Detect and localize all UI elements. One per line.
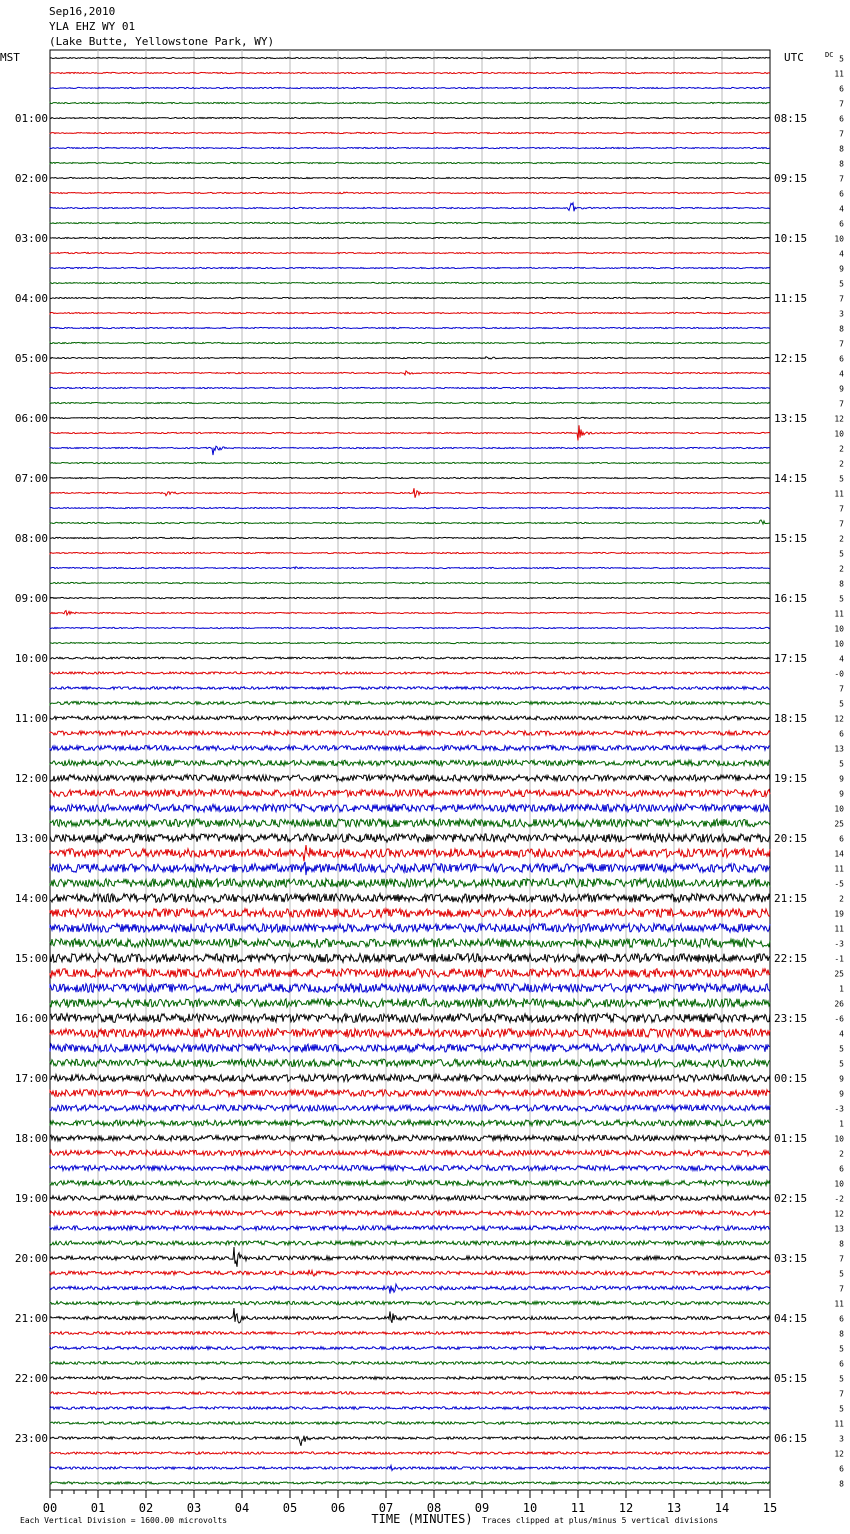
dc-offset-label: 6 [839,1314,844,1324]
dc-offset-label: 5 [839,1344,844,1354]
dc-offset-label: 7 [839,1254,844,1264]
plot-area-frame [50,50,770,1490]
dc-offset-label: 12 [834,414,844,424]
dc-offset-label: 12 [834,714,844,724]
x-tick-label: 10 [522,1501,538,1515]
chart-date: Sep16,2010 [49,5,116,18]
dc-offset-label: 8 [839,1479,844,1489]
chart-location: (Lake Butte, Yellowstone Park, WY) [49,35,275,48]
utc-hour-label: 06:15 [774,1432,808,1445]
x-tick-label: 01 [90,1501,106,1515]
dc-offset-label: 9 [839,789,844,799]
dc-offset-label: 2 [839,534,844,544]
mst-hour-label: 10:00 [14,652,48,665]
dc-offset-label: 12 [834,1209,844,1219]
utc-hour-label: 12:15 [774,352,808,365]
dc-offset-label: 5 [839,1404,844,1414]
dc-offset-label: 11 [834,69,844,79]
dc-offset-label: 1 [839,984,844,994]
x-tick-label: 05 [282,1501,298,1515]
dc-offset-label: 6 [839,1359,844,1369]
dc-offset-label: 7 [839,504,844,514]
dc-offset-label: 10 [834,1179,844,1189]
utc-hour-label: 13:15 [774,412,808,425]
dc-offset-label: 5 [839,474,844,484]
mst-hour-label: 19:00 [14,1192,48,1205]
dc-offset-label: 5 [839,549,844,559]
mst-hour-label: 16:00 [14,1012,48,1025]
dc-offset-label: -2 [834,1194,844,1204]
utc-hour-label: 19:15 [774,772,808,785]
dc-offset-label: 14 [834,849,844,859]
utc-hour-label: 10:15 [774,232,808,245]
mst-hour-label: 05:00 [14,352,48,365]
dc-offset-label: 7 [839,174,844,184]
utc-hour-label: 09:15 [774,172,808,185]
dc-offset-label: 9 [839,384,844,394]
x-tick-label: 06 [330,1501,346,1515]
dc-offset-label: 5 [839,279,844,289]
mst-hour-label: 21:00 [14,1312,48,1325]
dc-offset-label: 6 [839,219,844,229]
mst-hour-label: 07:00 [14,472,48,485]
right-axis-label: UTC [784,51,804,64]
mst-hour-label: 23:00 [14,1432,48,1445]
dc-offset-label: 25 [834,819,844,829]
x-tick-label: 13 [666,1501,682,1515]
utc-hour-label: 03:15 [774,1252,808,1265]
dc-offset-label: 7 [839,684,844,694]
dc-offset-label: 5 [839,54,844,64]
dc-offset-label: 12 [834,1449,844,1459]
dc-offset-label: 3 [839,309,844,319]
dc-offset-label: -3 [834,939,844,949]
dc-offset-label: 8 [839,1239,844,1249]
utc-hour-label: 20:15 [774,832,808,845]
dc-offset-label: 8 [839,159,844,169]
x-tick-label: 08 [426,1501,442,1515]
dc-offset-label: 5 [839,1044,844,1054]
mst-hour-label: 01:00 [14,112,48,125]
dc-offset-label: 6 [839,1464,844,1474]
mst-hour-label: 17:00 [14,1072,48,1085]
dc-offset-label: 10 [834,624,844,634]
x-axis-label: TIME (MINUTES) [371,1512,473,1526]
dc-offset-label: 7 [839,294,844,304]
clip-note: Traces clipped at plus/minus 5 vertical divisions [482,1516,719,1525]
dc-offset-label: 8 [839,579,844,589]
dc-offset-label: 2 [839,894,844,904]
dc-offset-label: 5 [839,699,844,709]
dc-offset-label: 6 [839,84,844,94]
dc-offset-label: 10 [834,1134,844,1144]
utc-hour-label: 11:15 [774,292,808,305]
x-tick-label: 09 [474,1501,490,1515]
x-tick-label: 04 [234,1501,250,1515]
utc-hour-label: 04:15 [774,1312,808,1325]
left-axis-label: MST [0,51,20,64]
dc-offset-label: 25 [834,969,844,979]
chart-station: YLA EHZ WY 01 [49,20,136,33]
mst-hour-label: 08:00 [14,532,48,545]
x-tick-label: 02 [138,1501,154,1515]
dc-offset-label: 6 [839,114,844,124]
dc-offset-label: 7 [839,339,844,349]
scale-note: Each Vertical Division = 1600.00 microvolts [20,1516,228,1525]
mst-hour-label: 03:00 [14,232,48,245]
utc-hour-label: 01:15 [774,1132,808,1145]
dc-offset-label: 7 [839,129,844,139]
dc-offset-label: 4 [839,249,844,259]
dc-offset-label: 3 [839,1434,844,1444]
dc-offset-label: -1 [834,954,844,964]
dc-offset-label: 9 [839,1089,844,1099]
dc-offset-label: 8 [839,144,844,154]
mst-hour-label: 20:00 [14,1252,48,1265]
dc-offset-label: 11 [834,609,844,619]
dc-offset-label: 2 [839,564,844,574]
dc-offset-label: 4 [839,204,844,214]
utc-hour-label: 08:15 [774,112,808,125]
dc-offset-label: 2 [839,459,844,469]
dc-offset-label: 4 [839,1029,844,1039]
mst-hour-label: 06:00 [14,412,48,425]
utc-hour-label: 02:15 [774,1192,808,1205]
utc-hour-label: 14:15 [774,472,808,485]
dc-offset-label: 10 [834,234,844,244]
dc-offset-label: 11 [834,864,844,874]
dc-offset-label: 9 [839,264,844,274]
dc-offset-label: -0 [834,669,844,679]
dc-offset-label: 10 [834,639,844,649]
x-tick-label: 11 [570,1501,586,1515]
dc-offset-label: 5 [839,1374,844,1384]
mst-hour-label: 22:00 [14,1372,48,1385]
dc-offset-label: 1 [839,1119,844,1129]
x-tick-label: 12 [618,1501,634,1515]
x-tick-label: 15 [762,1501,778,1515]
dc-offset-label: 5 [839,594,844,604]
dc-column-label: DC [825,51,834,59]
utc-hour-label: 15:15 [774,532,808,545]
x-tick-label: 00 [42,1501,58,1515]
dc-offset-label: 10 [834,804,844,814]
dc-offset-label: 6 [839,354,844,364]
dc-offset-label: 6 [839,1164,844,1174]
mst-hour-label: 13:00 [14,832,48,845]
mst-hour-label: 02:00 [14,172,48,185]
dc-offset-label: -6 [834,1014,844,1024]
utc-hour-label: 21:15 [774,892,808,905]
mst-hour-label: 18:00 [14,1132,48,1145]
dc-offset-label: 6 [839,729,844,739]
mst-hour-label: 12:00 [14,772,48,785]
dc-offset-label: 5 [839,1059,844,1069]
dc-offset-label: 11 [834,1419,844,1429]
dc-offset-label: 7 [839,1389,844,1399]
dc-offset-label: 5 [839,759,844,769]
utc-hour-label: 17:15 [774,652,808,665]
x-tick-label: 14 [714,1501,730,1515]
mst-hour-label: 15:00 [14,952,48,965]
dc-offset-label: 9 [839,774,844,784]
mst-hour-label: 09:00 [14,592,48,605]
x-tick-label: 07 [378,1501,394,1515]
dc-offset-label: -5 [834,879,844,889]
dc-offset-label: 4 [839,369,844,379]
utc-hour-label: 00:15 [774,1072,808,1085]
utc-hour-label: 16:15 [774,592,808,605]
dc-offset-label: 4 [839,654,844,664]
dc-offset-label: 19 [834,909,844,919]
dc-offset-label: 2 [839,1149,844,1159]
utc-hour-label: 23:15 [774,1012,808,1025]
utc-hour-label: 05:15 [774,1372,808,1385]
mst-hour-label: 11:00 [14,712,48,725]
dc-offset-label: 11 [834,489,844,499]
dc-offset-label: 6 [839,189,844,199]
utc-hour-label: 18:15 [774,712,808,725]
dc-offset-label: 8 [839,1329,844,1339]
dc-offset-label: 5 [839,1269,844,1279]
x-tick-label: 03 [186,1501,202,1515]
dc-offset-label: 7 [839,519,844,529]
dc-offset-label: 26 [834,999,844,1009]
mst-hour-label: 04:00 [14,292,48,305]
dc-offset-label: 6 [839,834,844,844]
dc-offset-label: -3 [834,1104,844,1114]
dc-offset-label: 10 [834,429,844,439]
dc-offset-label: 11 [834,1299,844,1309]
dc-offset-label: 13 [834,1224,844,1234]
dc-offset-label: 2 [839,444,844,454]
utc-hour-label: 22:15 [774,952,808,965]
dc-offset-label: 7 [839,1284,844,1294]
dc-offset-label: 9 [839,1074,844,1084]
dc-offset-label: 8 [839,324,844,334]
dc-offset-label: 7 [839,399,844,409]
dc-offset-label: 11 [834,924,844,934]
mst-hour-label: 14:00 [14,892,48,905]
dc-offset-label: 13 [834,744,844,754]
dc-offset-label: 7 [839,99,844,109]
